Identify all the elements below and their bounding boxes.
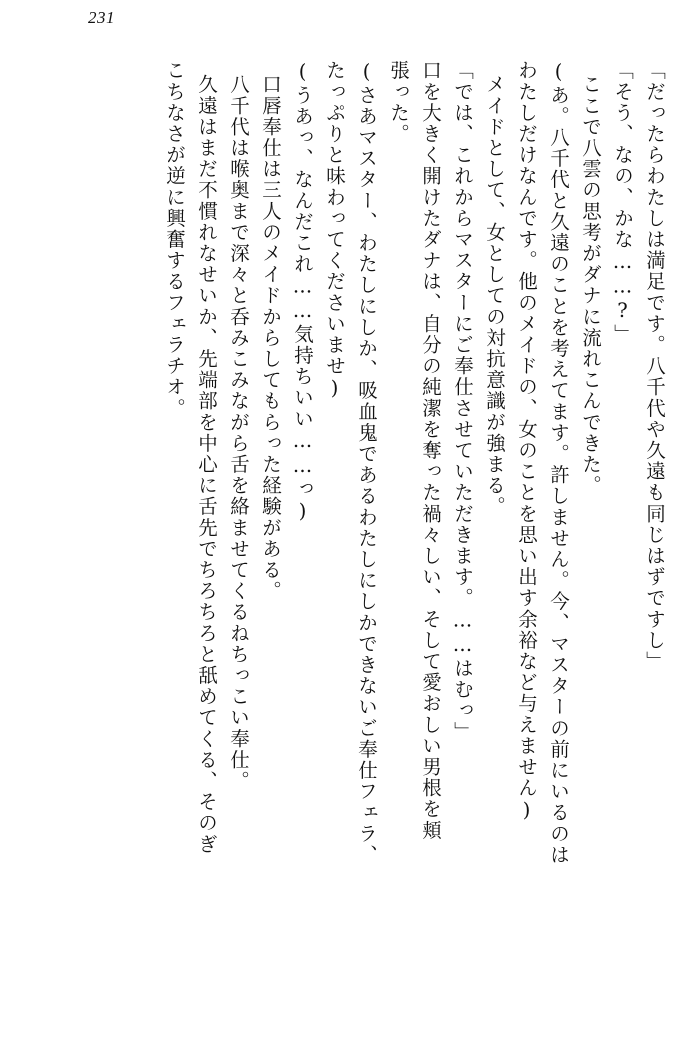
text-line: 「では、これからマスターにご奉仕させていただきます。……はむっ」	[451, 60, 474, 743]
text-line: (うあっ、なんだこれ……気持ちいい……っ)	[291, 60, 314, 525]
text-line: わたしだけなんです。他のメイドの、女のことを思い出す余裕など与えません)	[515, 60, 538, 824]
text-line: 口唇奉仕は三人のメイドからしてもらった経験がある。	[259, 74, 282, 602]
text-line: 久遠はまだ不慣れなせいか、先端部を中心に舌先でちろちろと舐めてくる、そのぎ	[195, 74, 218, 855]
vertical-text-block	[34, 60, 664, 1020]
text-line: 張った。	[387, 60, 410, 145]
text-line: 「だったらわたしは満足です。八千代や久遠も同じはずですし」	[643, 60, 666, 672]
text-line: (あ。八千代と久遠のことを考えてます。許しません。今、マスターの前にいるのは	[547, 60, 570, 866]
text-line: メイドとして、女としての対抗意識が強まる。	[483, 74, 506, 518]
text-line: 口を大きく開けたダナは、自分の純潔を奪った禍々しい、そして愛おしい男根を頬	[419, 60, 442, 841]
text-line: 「そう、なの、かな……?」	[611, 60, 634, 345]
page-number: 231	[88, 8, 115, 27]
text-line: たっぷりと味わってくださいませ)	[323, 60, 346, 402]
text-line: (さあマスター、わたしにしか、吸血鬼であるわたしにしかできないご奉仕フェラ、	[355, 60, 378, 866]
text-line: ここで八雲の思考がダナに流れこんできた。	[579, 74, 602, 496]
text-line: 八千代は喉奥まで深々と呑みこみながら舌を絡ませてくるねちっこい奉仕。	[227, 74, 250, 792]
text-line: こちなさが逆に興奮するフェラチオ。	[163, 60, 186, 419]
